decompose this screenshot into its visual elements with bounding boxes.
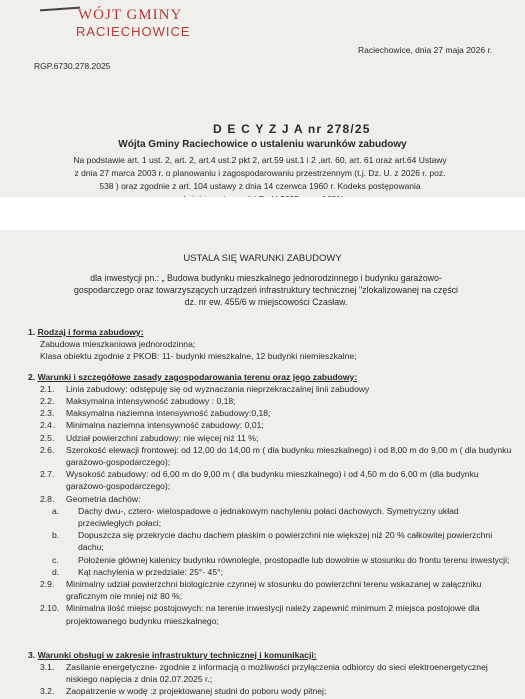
- list-item: 2.2. Maksymalna intensywność zabudowy : 0,18;: [40, 396, 236, 407]
- conditions-body: [28, 324, 513, 698]
- office-subtitle: RACIECHOWICE: [76, 24, 191, 39]
- list-item: 2.9. Minimalny udział powierzchni biologicznie czynnej w stosunku do powierzchni terenu wskazanej w załączniku graficznym nie mniej niż 80 %;: [40, 579, 482, 602]
- list-item: 3.2. Zaopatrzenie w wodę :z projektowanej studni do poboru wody pitnej;: [40, 686, 327, 697]
- section-title: Warunki obsługi w zakresie infrastruktury technicznej i komunikacji:: [37, 649, 317, 660]
- section-2-heading: [28, 371, 513, 383]
- ustala-heading: USTALA SIĘ WARUNKI ZABUDOWY: [183, 253, 342, 264]
- investment-line: gospodarczego oraz towarzyszących urządzeń infrastruktury technicznej "zlokalizowanej na części: [73, 285, 458, 295]
- list-item: c. Położenie głównej kalenicy budynku równolegle, prostopadle lub dowolnie w stosunku do frontu terenu inwestycji;: [52, 554, 510, 565]
- list-item: d. Kąt nachylenia w przedziale: 25°- 45°;: [52, 566, 223, 577]
- legal-line: 538 ) oraz zgodnie z art. 104 ustawy z dnia 14 czerwca 1960 r. Kodeks postępowania: [99, 181, 421, 191]
- list-item-heading: 2.8. Geometria dachów:: [40, 493, 141, 504]
- section-1-heading: [28, 326, 513, 338]
- section-title: Warunki i szczegółowe zasady zagospodarowania terenu oraz jego zabudowy:: [37, 371, 358, 382]
- reference-number: RGP.6730.278.2025: [34, 61, 111, 71]
- list-item: 2.7. Wysokość zabudowy: od 6,00 m do 9,00 m ( dla budynku mieszkalnego) i od 4,50 m do 6,00 m (dla budynku garażowo-gospodarczego);: [40, 469, 479, 492]
- redacted-band: [0, 197, 525, 230]
- list-item: 2.10. Minimalna ilość miejsc postojowych: na terenie inwestycji należy zapewnić minimum 2 miejsca postojowe dla projektowanego budynku mieszkalnego;: [40, 603, 480, 626]
- list-item: 2.6. Szerokość elewacji frontowej: od 12,00 do 14,00 m ( dla budynku mieszkalnego) i od 8,00 m do 9,00 m ( dla budynku garażowo-gospodarczego);: [40, 444, 512, 468]
- section-1-line: Zabudowa mieszkaniowa jednorodzinna;: [40, 339, 196, 350]
- section-3-heading: [28, 649, 513, 661]
- investment-line: dla inwestycji pn.: „ Budowa budynku mieszkalnego jednorodzinnego i budynku garażowo-: [90, 273, 442, 283]
- list-item: 2.5. Udział powierzchni zabudowy: nie więcej niż 11 %;: [40, 432, 259, 443]
- list-item: b. Dopuszcza się przekrycie dachu dachem płaskim o powierzchni nie większej niż 20 % całkowitej powierzchni dachu;: [52, 530, 493, 553]
- list-item: 3.1. Zasilanie energetyczne- zgodnie z informacją o możliwości przyłączenia odbiorcy do sieci elektroenergetycznej niskiego napięcia z dnia 02.07.2025 r.;: [40, 662, 488, 685]
- list-item: 2.1. Linia zabudowy: odstępuję się od wyznaczania nieprzekraczalnej linii zabudowy: [40, 383, 370, 394]
- list-item: 2.3. Maksymalna naziemna intensywność zabudowy:0,18;: [40, 408, 271, 419]
- section-number: 1.: [28, 327, 36, 337]
- section-number: 3.: [28, 649, 36, 660]
- legal-line: Na podstawie art. 1 ust. 2, art. 2, art.4 ust.2 pkt 2, art.59 ust.1 i 2 ,art. 60, art. 61 oraz art.64 Ustawy: [73, 155, 447, 165]
- date-line: Raciechowice, dnia 27 maja 2026 r.: [358, 45, 493, 55]
- section-title: Rodzaj i forma zabudowy:: [37, 327, 144, 337]
- decision-subtitle: Wójta Gminy Raciechowice o ustaleniu warunków zabudowy: [118, 139, 407, 150]
- legal-line: z dnia 27 marca 2003 r. o planowaniu i zagospodarowaniu przestrzennym (t.j. Dz. U. z 2026 r. poz.: [74, 168, 446, 178]
- decision-title: D E C Y Z J A nr 278/25: [213, 122, 371, 136]
- investment-description: [46, 272, 486, 308]
- list-item: 2.4. Minimalna naziemna intensywność zabudowy: 0,01;: [40, 420, 264, 431]
- pen-stroke: [40, 7, 80, 12]
- section-1-line: Klasa obiektu zgodnie z PKOB: 11- budynki mieszkalne, 12 budynki niemieszkalne;: [40, 351, 357, 362]
- office-title: WÓJT GMINY: [78, 7, 183, 23]
- section-number: 2.: [28, 371, 36, 382]
- list-item: a. Dachy dwu-, cztero- wielospadowe o jednakowym nachyleniu połaci dachowych. Symetryczny układ przeciwległych połaci;: [52, 505, 459, 529]
- investment-line: dz. nr ew. 455/6 w miejscowości Czasław.: [184, 297, 348, 307]
